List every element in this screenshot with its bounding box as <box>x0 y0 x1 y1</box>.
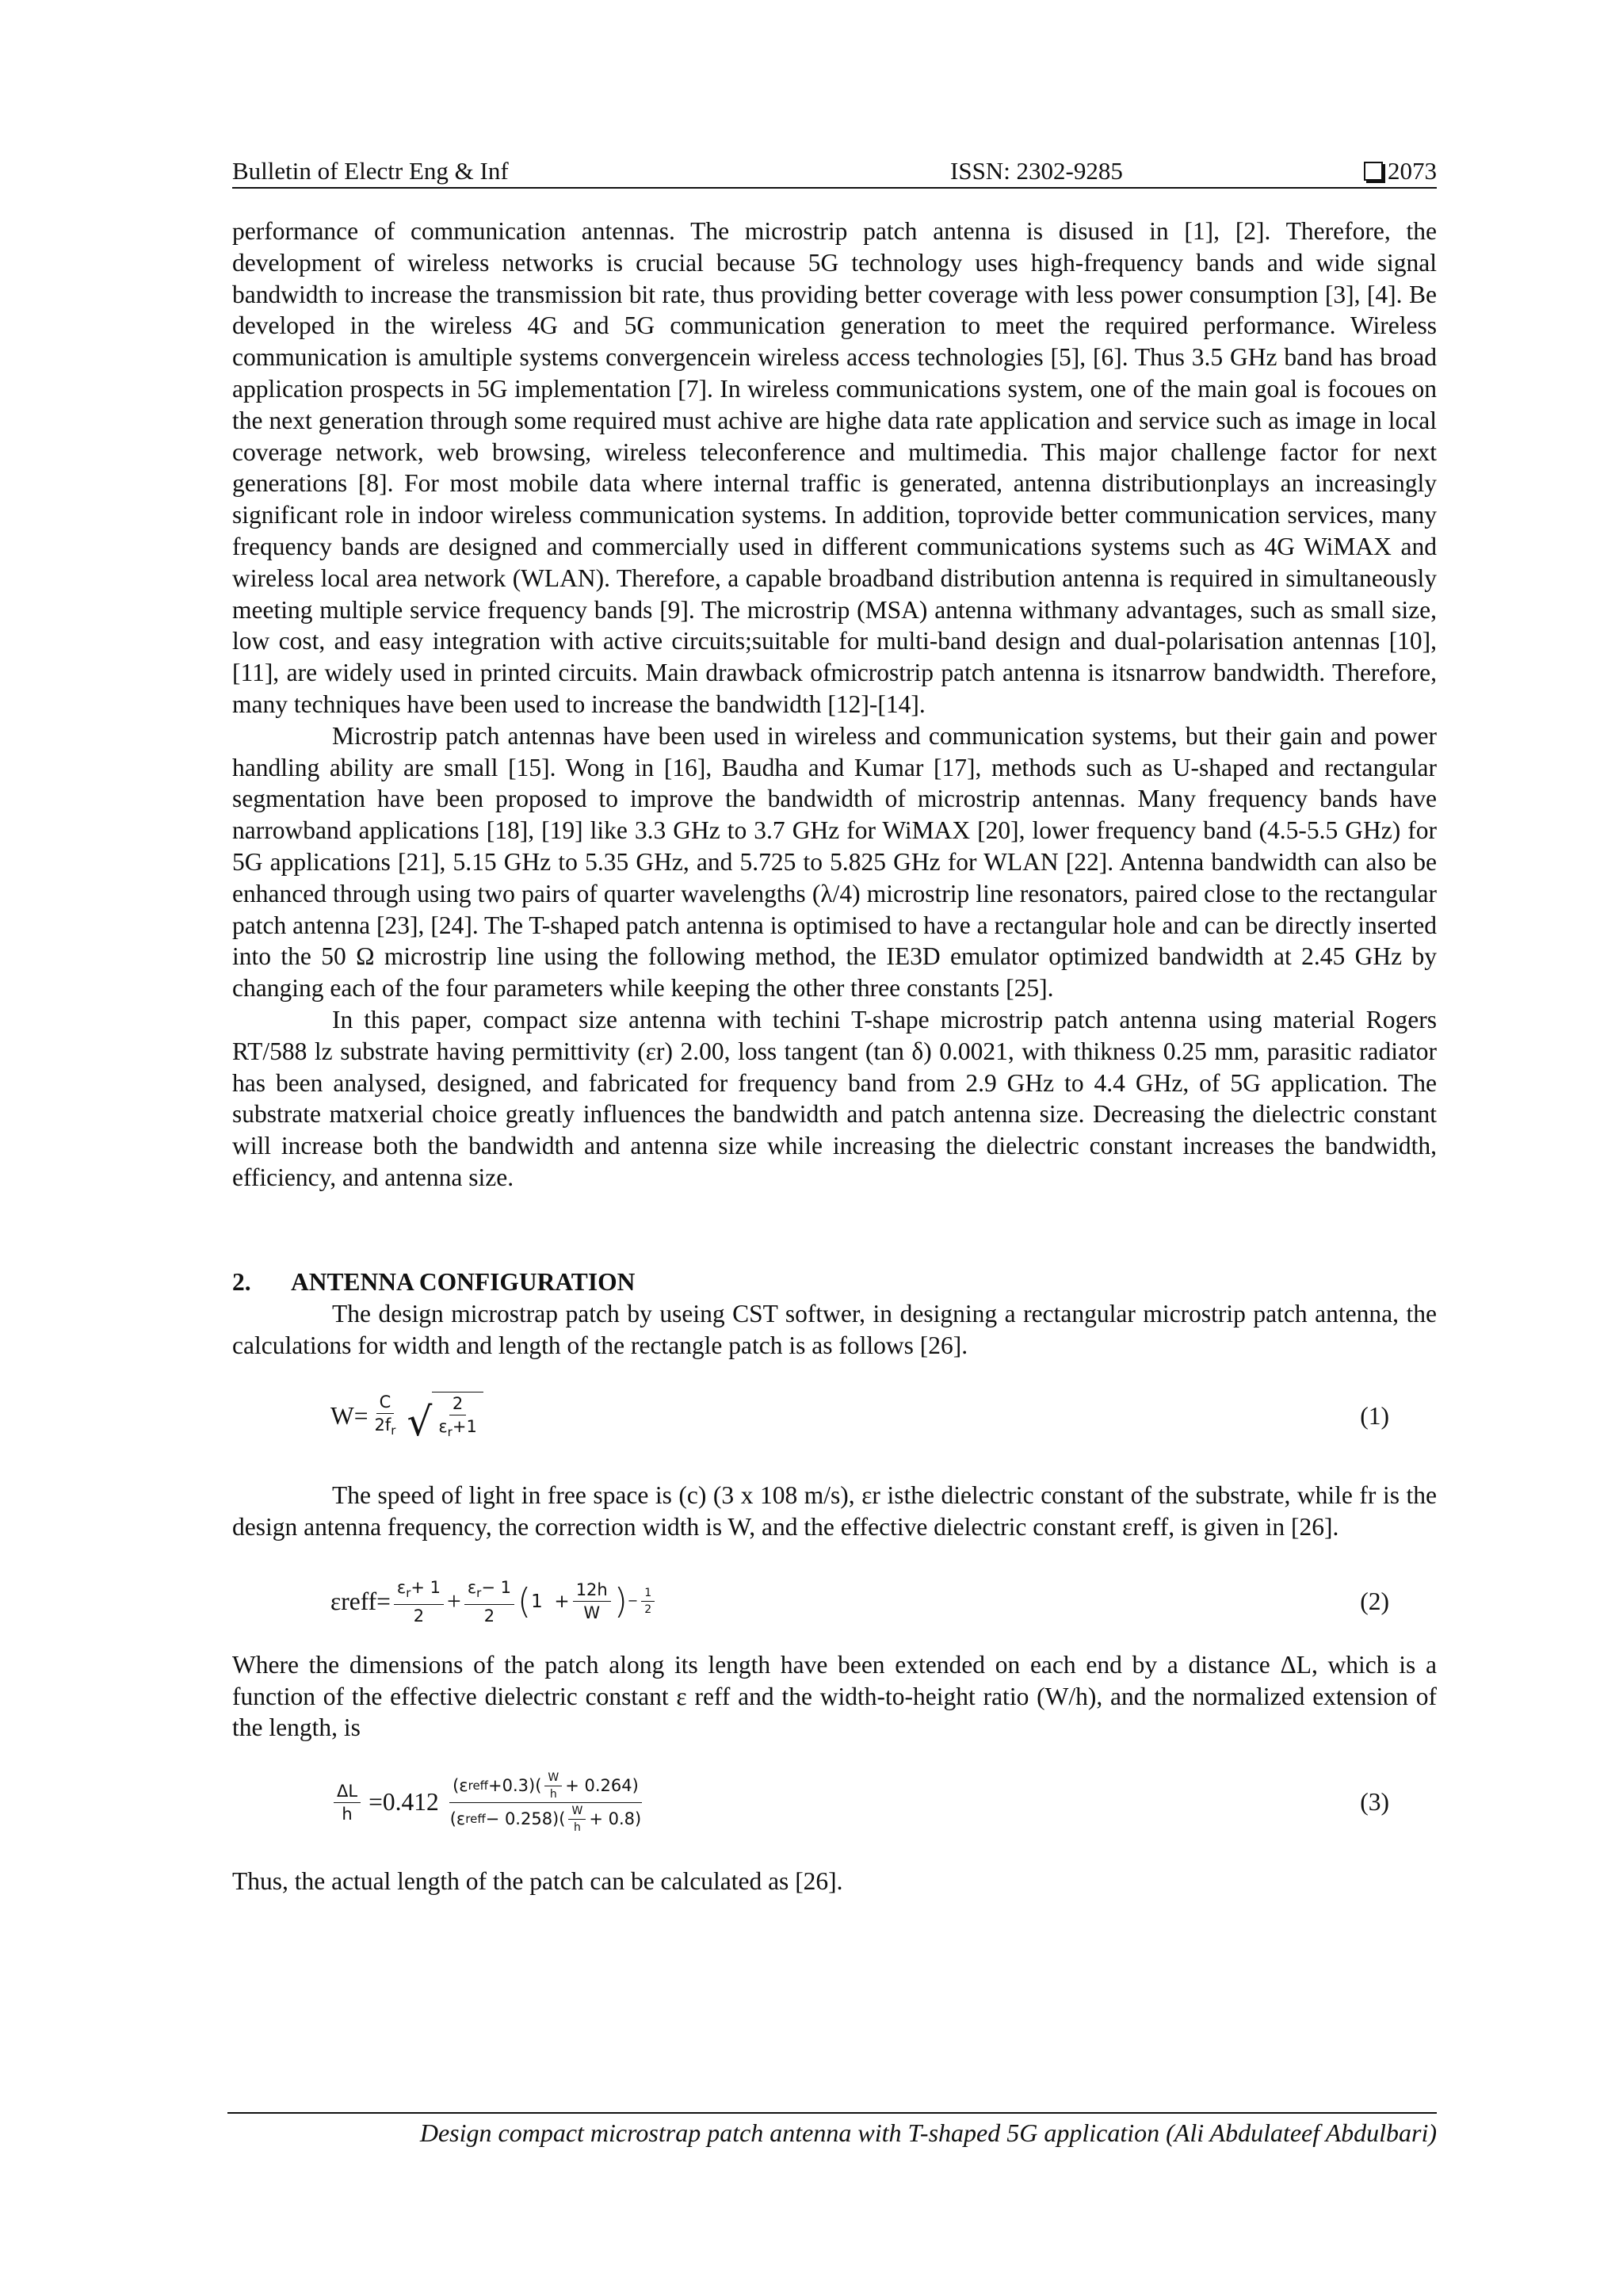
eq3-den-w: W <box>568 1805 586 1820</box>
footer-text: Design compact microstrap patch antenna with T-shaped 5G application (Ali Abdulateef Abdulbari) <box>419 2118 1437 2147</box>
journal-name: Bulletin of Electr Eng & Inf <box>232 157 509 185</box>
eq3-den-a: (ε <box>449 1809 466 1829</box>
eq2-fraction-c <box>573 1580 611 1622</box>
eq3-num-wh <box>544 1771 562 1801</box>
eq3-lhs-denominator: h <box>342 1804 353 1824</box>
paragraph: The speed of light in free space is (c) (3 x 108 m/s), εr isthe dielectric constant of the substrate, while fr is the design antenna frequency, the correction width is W, and the effective dielectric constant εreff, is given in [26]. <box>232 1481 1437 1541</box>
eq1-den-text: 2f <box>374 1415 391 1435</box>
eq1-plus-one: +1 <box>452 1416 477 1436</box>
eq2-c-denominator: W <box>583 1603 601 1623</box>
eq1-sqrt <box>407 1392 483 1445</box>
equation-2 <box>232 1565 1437 1638</box>
eq3-fraction <box>447 1771 644 1834</box>
right-paren-icon: ) <box>632 1776 639 1796</box>
equation-number: (2) <box>1360 1587 1389 1615</box>
right-paren-icon: ) <box>613 1581 628 1622</box>
eq1-numerator: C <box>376 1392 395 1414</box>
eq3-denominator <box>447 1803 644 1834</box>
eq1-denominator <box>372 1414 399 1440</box>
eq3-den-reff: reff <box>465 1812 486 1827</box>
eq2-b-denominator: 2 <box>483 1606 495 1626</box>
section-heading <box>232 1266 1437 1298</box>
eq2-plus-one: + 1 <box>411 1577 441 1597</box>
eq3-lhs-fraction <box>334 1782 361 1824</box>
left-paren-icon: ( <box>517 1581 532 1622</box>
eq2-fraction-a <box>394 1578 444 1626</box>
eq2-minus-one: − 1 <box>481 1577 511 1597</box>
eq2-b-numerator <box>464 1578 514 1605</box>
page-number: 2073 <box>1388 157 1437 185</box>
eq1-den-sub: r <box>391 1423 396 1438</box>
eq1-inner-numerator: 2 <box>449 1394 466 1415</box>
section-title: ANTENNA CONFIGURATION <box>291 1267 636 1296</box>
eq1-radicand <box>432 1392 483 1442</box>
paragraph: performance of communication antennas. The microstrip patch antenna is disused in [1], [2]. Therefore, the development of wireless networks is crucial because 5G technology uses high-frequency bands and wide signal bandwidth to increase the transmission bit rate, thus providing better coverage with less power consumption [3], [4]. Be developed in the wireless 4G and 5G communication generation to meet the required performance. Wireless communication is amultiple systems convergencein wireless access technologies [5], [6]. Thus 3.5 GHz band has broad application prospects in 5G implementation [7]. In wireless communications system, one of the main goal is focoues on the next generation through some required must achive are highe data rate application and service such as image in local coverage network, web browsing, wireless teleconference and multimedia. This major challenge factor for next generations [8]. For most mobile data where internal traffic is generated, antenna distributionplays an increasingly significant role in indoor wireless communication systems. In addition, toprovide better communication services, many frequency bands are designed and commercially used in different communications systems such as 4G WiMAX and wireless local area network (WLAN). Therefore, a capable broadband distribution antenna is required in simultaneously meeting multiple service frequency bands [9]. The microstrip (MSA) antenna withmany advantages, such as small size, low cost, and easy integration with active circuits;suitable for multi-band design and dual-polarisation antennas [10], [11], are widely used in printed circuits. Main drawback ofmicrostrip patch antenna is itsnarrow bandwidth. Therefore, many techniques have been used to increase the bandwidth [12]-[14]. <box>232 217 1437 718</box>
eq2-one-plus: 1 + <box>531 1591 570 1612</box>
eq3-den-h: h <box>573 1820 581 1834</box>
eq2-eps-b: ε <box>467 1577 477 1597</box>
eq2-exp-frac <box>641 1587 655 1616</box>
eq3-coefficient: =0.412 <box>369 1788 439 1817</box>
eq3-num-c: + 0.264 <box>565 1776 632 1796</box>
equation-number: (3) <box>1360 1788 1389 1817</box>
running-footer <box>227 2112 1437 2149</box>
equation-3 <box>232 1764 1437 1840</box>
eq1-inner-denominator <box>435 1415 480 1442</box>
eq1-eps: ε <box>438 1416 448 1436</box>
eq1-eps-sub: r <box>447 1424 453 1439</box>
eq3-den-b: − 0.258) <box>485 1809 559 1829</box>
eq3-num-w: W <box>544 1771 562 1786</box>
issn: ISSN: 2302-9285 <box>950 157 1123 185</box>
paragraph: Thus, the actual length of the patch can be calculated as [26]. <box>232 1867 843 1896</box>
equation-number: (1) <box>1360 1402 1389 1431</box>
eq2-eps: ε <box>396 1577 407 1597</box>
eq3-num-b: +0.3) <box>488 1776 536 1796</box>
paragraph: The design microstrap patch by useing CST softwer, in designing a rectangular microstrip patch antenna, the calculations for width and length of the rectangle patch is as follows [26]. <box>232 1299 1437 1359</box>
square-icon <box>1364 162 1383 181</box>
eq2-fraction-b <box>464 1578 514 1626</box>
eq2-eps-b-sub: r <box>476 1585 482 1600</box>
eq2-lhs: εreff= <box>330 1587 391 1615</box>
eq2-exponent <box>628 1587 658 1616</box>
right-paren-icon: ) <box>634 1809 642 1829</box>
paragraph: In this paper, compact size antenna with techini T-shape microstrip patch antenna using material Rogers RT/588 lz substrate having permittivity (εr) 2.00, loss tangent (tan δ) 0.0021, with thikness 0.25 mm, parasitic radiator has been analysed, designed, and fabricated for frequency band from 2.9 GHz to 4.4 GHz, of 5G application. The substrate matxerial choice greatly influences the bandwidth and patch antenna size. Decreasing the dielectric constant will increase both the bandwidth and antenna size while increasing the dielectric constant increases the bandwidth, efficiency, and antenna size. <box>232 1005 1437 1191</box>
eq3-den-wh <box>568 1805 586 1834</box>
eq3-lhs-numerator: ΔL <box>334 1782 361 1803</box>
sqrt-icon: √ <box>407 1398 433 1445</box>
eq2-c-numerator: 12h <box>573 1580 611 1602</box>
equation-1 <box>232 1385 1437 1448</box>
eq3-numerator <box>449 1771 642 1803</box>
eq3-num-h: h <box>549 1787 557 1801</box>
eq2-exp-sign: − <box>627 1593 639 1609</box>
eq3-num-a: (ε <box>453 1776 468 1796</box>
eq1-fraction <box>372 1392 399 1440</box>
eq2-a-denominator: 2 <box>413 1606 425 1626</box>
eq2-eps-sub: r <box>406 1585 411 1600</box>
eq1-lhs: W= <box>330 1402 369 1431</box>
body-text <box>232 216 1437 1897</box>
page-number-group <box>1364 155 1437 187</box>
eq3-num-reff: reff <box>468 1778 489 1794</box>
eq2-plus: + <box>447 1587 461 1615</box>
paragraph: Microstrip patch antennas have been used in wireless and communication systems, but their gain and power handling ability are small [15]. Wong in [16], Baudha and Kumar [17], methods such as U-shaped and rectangular segmentation have been proposed to improve the bandwidth of microstrip antennas. Many frequency bands have narrowband applications [18], [19] like 3.3 GHz to 3.7 GHz for WiMAX [20], lower frequency band (4.5-5.5 GHz) for 5G applications [21], 5.15 GHz to 5.35 GHz, and 5.725 to 5.825 GHz for WLAN [22]. Antenna bandwidth can also be enhanced through using two pairs of quarter wavelengths (λ/4) microstrip line resonators, paired close to the rectangular patch antenna [23], [24]. The T-shaped patch antenna is optimised to have a rectangular hole and can be directly inserted into the 50 Ω microstrip line using the following method, the IE3D emulator optimized bandwidth at 2.45 GHz by changing each of the four parameters while keeping the other three constants [25]. <box>232 721 1437 1003</box>
eq1-inner-fraction <box>435 1394 480 1442</box>
section-number: 2. <box>232 1267 251 1296</box>
eq2-exp-n: 1 <box>641 1587 655 1602</box>
left-paren-icon: ( <box>559 1809 566 1829</box>
eq2-exp-d: 2 <box>644 1603 652 1617</box>
paragraph: Where the dimensions of the patch along its length have been extended on each end by a distance ΔL, which is a function of the effective dielectric constant ε reff and the width-to-height ratio (W/h), and the normalized extension of the length, is <box>232 1650 1437 1742</box>
eq3-den-c: + 0.8 <box>589 1809 635 1829</box>
eq2-a-numerator <box>394 1578 444 1605</box>
left-paren-icon: ( <box>535 1776 542 1796</box>
running-header <box>232 155 1437 189</box>
